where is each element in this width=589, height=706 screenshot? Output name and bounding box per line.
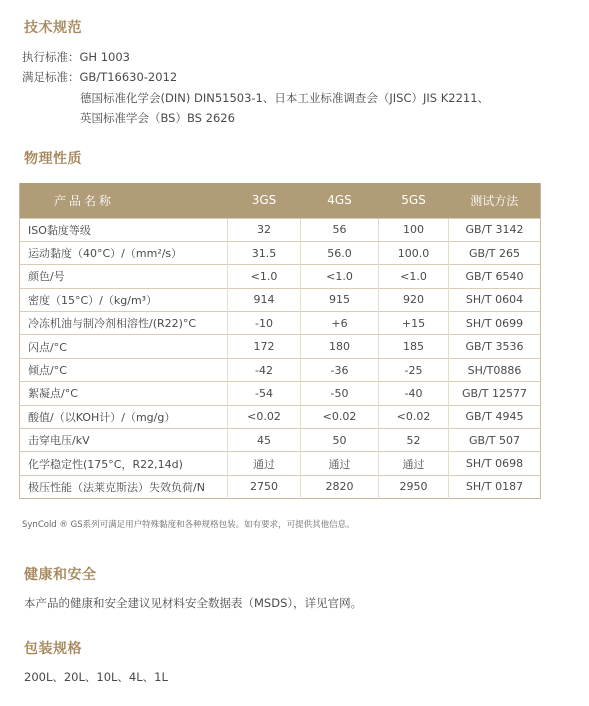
value-cell: <0.02 [228,405,301,428]
value-cell: 56.0 [301,241,379,264]
meet-standard-line3: 英国标准学会（BS）BS 2626 [80,111,235,125]
value-cell: <0.02 [301,405,379,428]
value-cell: 2820 [301,475,379,498]
test-method-cell: GB/T 6540 [449,265,541,288]
value-cell: <1.0 [379,265,449,288]
table-row [20,452,541,475]
value-cell: -10 [228,312,301,335]
test-method-cell: SH/T 0604 [449,288,541,311]
value-cell: 920 [379,288,449,311]
test-method-cell: GB/T 3536 [449,335,541,358]
value-cell: 通过 [228,452,301,475]
property-name-cell: 倾点/°C [20,358,228,381]
header-3gs: 3GS [228,183,301,218]
table-row [20,335,541,358]
test-method-cell: GB/T 507 [449,429,541,452]
property-name-cell: 击穿电压/kV [20,429,228,452]
tech-spec-heading: 技术规范 [24,20,82,36]
value-cell: 通过 [301,452,379,475]
property-name-cell: 冷冻机油与制冷剂相溶性/(R22)°C [20,312,228,335]
table-row [20,265,541,288]
test-method-cell: GB/T 12577 [449,382,541,405]
value-cell: 45 [228,429,301,452]
value-cell: 914 [228,288,301,311]
table-row [20,405,541,428]
table-row [20,382,541,405]
table-row [20,288,541,311]
value-cell: 180 [301,335,379,358]
value-cell: <1.0 [301,265,379,288]
property-name-cell: 密度（15°C）/（kg/m³） [20,288,228,311]
value-cell: 31.5 [228,241,301,264]
table-row [20,218,541,241]
test-method-cell: SH/T 0699 [449,312,541,335]
property-name-cell: 闪点/°C [20,335,228,358]
health-safety-heading: 健康和安全 [24,567,97,583]
property-name-cell: ISO黏度等级 [20,218,228,241]
value-cell: 52 [379,429,449,452]
value-cell: 2950 [379,475,449,498]
value-cell: -40 [379,382,449,405]
property-name-cell: 絮凝点/°C [20,382,228,405]
value-cell: -25 [379,358,449,381]
test-method-cell: GB/T 265 [449,241,541,264]
test-method-cell: SH/T 0698 [449,452,541,475]
exec-standard: 执行标准：GH 1003 [22,50,130,64]
test-method-cell: GB/T 3142 [449,218,541,241]
value-cell: 56 [301,218,379,241]
packaging-heading: 包装规格 [24,641,82,657]
value-cell: <1.0 [228,265,301,288]
property-name-cell: 运动黏度（40°C）/（mm²/s） [20,241,228,264]
table-row [20,312,541,335]
value-cell: -54 [228,382,301,405]
value-cell: -36 [301,358,379,381]
property-name-cell: 颜色/号 [20,265,228,288]
table-header-row [20,183,541,218]
test-method-cell: SH/T 0187 [449,475,541,498]
value-cell: 185 [379,335,449,358]
table-row [20,241,541,264]
table-body [20,218,541,499]
table-row [20,358,541,381]
property-name-cell: 酸值/（以KOH计）/（mg/g） [20,405,228,428]
table-row [20,475,541,498]
value-cell: 50 [301,429,379,452]
test-method-cell: GB/T 4945 [449,405,541,428]
physical-properties-table [19,183,541,499]
value-cell: 100.0 [379,241,449,264]
meet-standard-line2: 德国标准化学会(DIN) DIN51503-1、日本工业标准调查会（JISC）JIS K2211、 [80,91,490,105]
value-cell: 2750 [228,475,301,498]
value-cell: +6 [301,312,379,335]
value-cell: -50 [301,382,379,405]
value-cell: 通过 [379,452,449,475]
property-name-cell: 极压性能（法莱克斯法）失效负荷/N [20,475,228,498]
header-5gs: 5GS [379,183,449,218]
packaging-text: 200L、20L、10L、4L、1L [24,670,168,684]
value-cell: <0.02 [379,405,449,428]
table-row [20,429,541,452]
header-product-name: 产品名称 [20,183,228,218]
property-name-cell: 化学稳定性(175°C，R22,14d) [20,452,228,475]
value-cell: 915 [301,288,379,311]
value-cell: 100 [379,218,449,241]
value-cell: 172 [228,335,301,358]
table-note: SynCold ® GS系列可满足用户特殊黏度和各种规格包装。如有要求，可提供其他信息。 [22,520,355,530]
value-cell: -42 [228,358,301,381]
value-cell: 32 [228,218,301,241]
physical-properties-heading: 物理性质 [24,151,82,167]
meet-standard: 满足标准：GB/T16630-2012 [22,70,178,84]
health-safety-text: 本产品的健康和安全建议见材料安全数据表（MSDS），详见官网。 [24,596,363,610]
value-cell: +15 [379,312,449,335]
test-method-cell: SH/T0886 [449,358,541,381]
header-4gs: 4GS [301,183,379,218]
header-test-method: 测试方法 [449,183,541,218]
